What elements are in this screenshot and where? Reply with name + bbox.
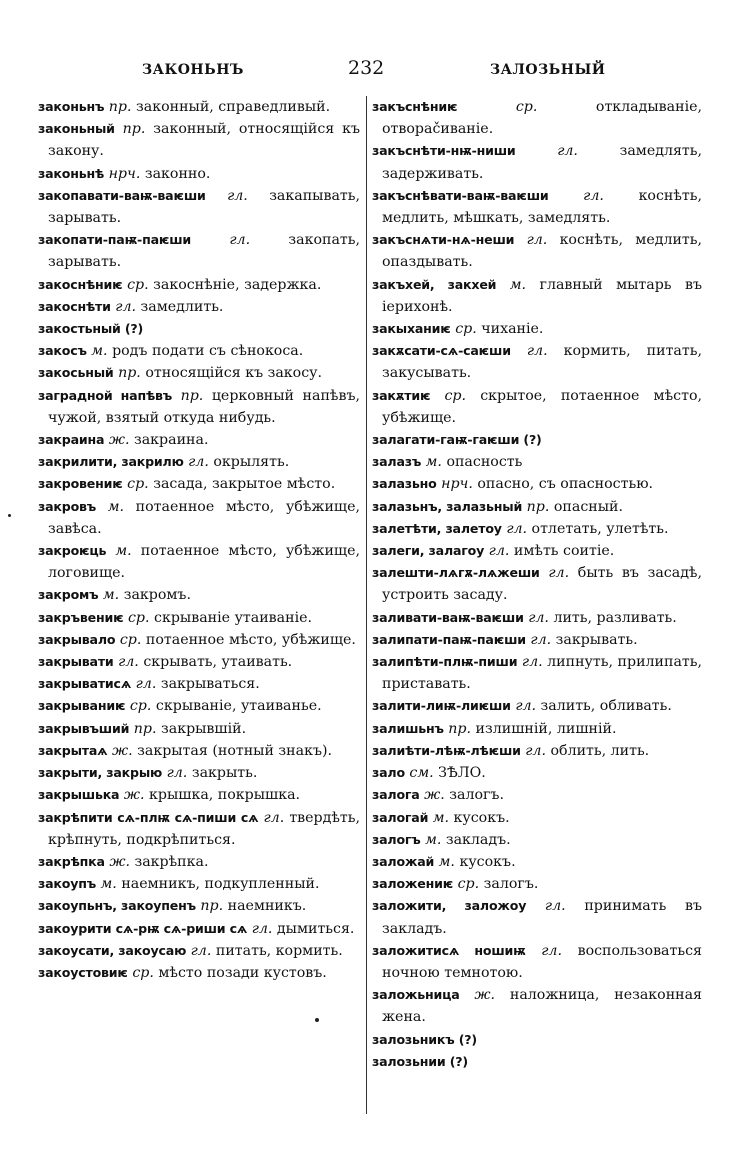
dictionary-entry <box>38 851 360 873</box>
dictionary-entry <box>372 518 702 540</box>
dictionary-entry <box>372 473 702 495</box>
entry-definition: замедлять, задерживать. <box>382 143 703 182</box>
dictionary-entry <box>372 762 702 784</box>
entry-definition: наемникъ. <box>227 898 307 915</box>
entry-headword: закрыватисѧ <box>38 676 132 692</box>
dictionary-entry <box>372 1051 702 1073</box>
entry-definition: замедлить. <box>140 298 224 315</box>
running-head-right: ЗАЛОЗЬНЫЙ <box>490 62 606 78</box>
entry-headword: закоснѣти <box>38 298 111 314</box>
dictionary-entry <box>38 940 360 962</box>
dictionary-entry <box>372 274 702 318</box>
dictionary-entry <box>38 185 360 229</box>
entry-headword: закъхей, закхей <box>372 276 497 292</box>
entry-headword: заложениѥ <box>372 876 454 892</box>
entry-grammar: гл. <box>557 143 578 160</box>
dictionary-entry <box>38 118 360 162</box>
entry-grammar: гл. <box>229 232 251 249</box>
entry-headword: зало <box>372 765 405 781</box>
entry-grammar: гл. <box>528 609 549 626</box>
entry-headword: залогъ <box>372 831 421 847</box>
entry-grammar: гл. <box>135 676 157 693</box>
ink-speck <box>315 1018 319 1022</box>
dictionary-entry <box>38 718 360 740</box>
dictionary-entry <box>38 584 360 606</box>
entry-definition: скрывать, утаивать. <box>143 654 293 671</box>
entry-grammar: м. <box>438 853 455 870</box>
entry-headword: залозьникъ (?) <box>372 1031 477 1047</box>
entry-grammar: пр. <box>200 898 224 915</box>
entry-headword: закъснѣниѥ <box>372 99 458 114</box>
entry-grammar: нрч. <box>441 476 473 493</box>
entry-definition: наложница, незаконная жена. <box>382 987 703 1026</box>
dictionary-entry <box>372 873 702 895</box>
dictionary-entry <box>38 673 360 695</box>
entry-grammar: ж. <box>109 853 130 870</box>
entry-grammar: гл. <box>526 232 548 249</box>
dictionary-entry <box>372 96 702 140</box>
entry-headword: закыханиѥ <box>372 321 451 337</box>
dictionary-entry <box>372 496 702 518</box>
entry-definition: законно. <box>144 165 211 182</box>
entry-definition: крышка, покрышка. <box>149 787 301 804</box>
entry-definition: закрываться. <box>160 676 260 693</box>
dictionary-entry <box>372 784 702 806</box>
entry-grammar: м. <box>102 587 120 604</box>
entry-grammar: ж. <box>474 987 496 1004</box>
entry-definition: скрытое, потаенное мѣсто, убѣжище. <box>382 387 702 426</box>
entry-definition: отлетать, улетѣть. <box>531 520 669 537</box>
entry-grammar: ж. <box>108 432 130 449</box>
entry-grammar: ср. <box>129 698 152 715</box>
entry-definition: откладываніе, отвораčиваніе. <box>382 99 703 138</box>
dictionary-entry <box>372 629 702 651</box>
entry-grammar: гл. <box>525 742 546 759</box>
ink-speck <box>8 514 11 517</box>
entry-grammar: ж. <box>111 742 133 759</box>
dictionary-entry <box>372 851 702 873</box>
entry-definition: скрываніе, утаиванье. <box>155 698 322 715</box>
entry-headword: заложитисѧ ношиѭ <box>372 942 526 958</box>
entry-headword: закрыти, закрыю <box>38 765 163 781</box>
entry-definition: дымиться. <box>276 920 355 937</box>
dictionary-entry <box>38 651 360 673</box>
entry-headword: залеги, залагоу <box>372 543 485 559</box>
entry-definition: залогъ. <box>449 787 504 804</box>
dictionary-entry <box>372 451 702 473</box>
entry-grammar: ср. <box>455 321 477 338</box>
entry-definition: коснѣть, медлить, опаздывать. <box>382 232 703 271</box>
entry-grammar: м. <box>115 543 132 560</box>
entry-headword: закъснѣти-нѭ-ниши <box>372 143 516 159</box>
entry-grammar: гл. <box>521 654 543 671</box>
entry-headword: залазъ <box>372 454 422 470</box>
left-column <box>38 96 360 984</box>
entry-definition: излишній, лишній. <box>475 720 617 737</box>
entry-grammar: ср. <box>457 876 480 893</box>
dictionary-entry <box>38 340 360 362</box>
entry-grammar: гл. <box>188 454 209 471</box>
entry-definition: закладъ. <box>445 831 511 848</box>
entry-headword: закопавати-ваѭ-ваѥши <box>38 187 206 203</box>
entry-grammar: гл. <box>506 520 528 537</box>
dictionary-entry <box>38 96 360 118</box>
entry-headword: закрываниѥ <box>38 698 126 714</box>
entry-grammar: пр. <box>448 720 472 737</box>
entry-definition: ЗѢЛО. <box>438 765 486 782</box>
dictionary-entry <box>372 340 702 384</box>
entry-headword: закосьный <box>38 365 114 381</box>
dictionary-entry <box>372 940 702 984</box>
entry-grammar: м. <box>432 809 449 826</box>
entry-definition: главный мытарь въ іерихонѣ. <box>382 276 702 315</box>
entry-headword: закрытаѧ <box>38 742 108 758</box>
dictionary-entry <box>38 784 360 806</box>
entry-definition: закрыть. <box>191 765 258 782</box>
entry-definition: скрываніе утаиваніе. <box>154 609 313 626</box>
entry-grammar: пр. <box>526 498 550 515</box>
entry-headword: закоурити сѧ-рѭ сѧ-риши сѧ <box>38 920 248 936</box>
entry-headword: залипѣти-плѭ-пиши <box>372 654 518 670</box>
dictionary-entry <box>38 296 360 318</box>
dictionary-entry <box>38 473 360 495</box>
dictionary-entry <box>38 451 360 473</box>
entry-grammar: ср. <box>132 964 154 981</box>
entry-grammar: гл. <box>488 543 510 560</box>
entry-grammar: гл. <box>526 343 548 360</box>
entry-definition: опасность <box>446 454 523 471</box>
entry-headword: закрѣпка <box>38 853 105 869</box>
entry-grammar: ж. <box>123 787 145 804</box>
entry-definition: облить, лить. <box>550 742 650 759</box>
dictionary-entry <box>38 318 360 340</box>
entry-definition: потаенное мѣсто, убѣжище, завѣса. <box>48 498 361 537</box>
dictionary-entry <box>38 895 360 917</box>
entry-grammar: ср. <box>127 476 149 493</box>
entry-definition: лить, разливать. <box>553 609 677 626</box>
entry-definition: чиханіе. <box>481 321 544 338</box>
dictionary-entry <box>38 873 360 895</box>
dictionary-entry <box>372 807 702 829</box>
entry-definition: закапывать, зарывать. <box>48 187 360 227</box>
dictionary-entry <box>38 429 360 451</box>
entry-headword: закроѥць <box>38 543 107 559</box>
dictionary-entry <box>372 385 702 429</box>
entry-headword: закрѣпити сѧ-плѭ сѧ-пиши сѧ <box>38 809 259 825</box>
entry-grammar: гл. <box>541 942 562 959</box>
entry-headword: законьный <box>38 121 115 137</box>
dictionary-entry <box>38 807 360 851</box>
entry-headword: закровениѥ <box>38 476 123 492</box>
entry-headword: залити-лиѭ-лиѥши <box>372 698 511 714</box>
dictionary-entry <box>372 607 702 629</box>
entry-definition: родъ подати съ сѣнокоса. <box>112 343 304 360</box>
dictionary-entry <box>372 140 702 184</box>
column-divider <box>366 96 367 1114</box>
dictionary-entry <box>372 318 702 340</box>
entry-grammar: пр. <box>108 99 132 115</box>
entry-headword: закѫсати-сѧ-саѥши <box>372 343 511 359</box>
entry-definition: питать, кормить. <box>215 942 343 959</box>
entry-definition: кусокъ. <box>453 809 510 826</box>
entry-definition: закраина. <box>133 432 209 449</box>
dictionary-entry <box>38 496 360 540</box>
dictionary-entry <box>38 163 360 185</box>
entry-grammar: гл. <box>251 920 273 937</box>
dictionary-entry <box>372 540 702 562</box>
entry-headword: закровъ <box>38 498 97 514</box>
entry-headword: закостьный (?) <box>38 321 144 337</box>
entry-definition: законный, справедливый. <box>136 99 331 115</box>
dictionary-entry <box>38 695 360 717</box>
dictionary-entry <box>372 562 702 606</box>
entry-grammar: ср. <box>444 387 467 404</box>
entry-grammar: см. <box>409 765 434 782</box>
entry-grammar: м. <box>91 343 108 360</box>
entry-definition: закрытая (нотный знакъ). <box>137 742 333 759</box>
entry-grammar: м. <box>509 276 527 293</box>
dictionary-entry <box>38 918 360 940</box>
entry-grammar: м. <box>107 498 125 515</box>
entry-definition: закопать, зарывать. <box>48 232 361 271</box>
entry-definition: кормить, питать, закусывать. <box>382 343 702 382</box>
entry-grammar: ср. <box>515 99 538 115</box>
entry-grammar: пр. <box>133 720 157 737</box>
dictionary-entry <box>372 695 702 717</box>
entry-headword: залиѣти-лѣѭ-лѣѥши <box>372 742 521 758</box>
entry-definition: относящійся къ закосу. <box>145 365 323 382</box>
entry-definition: наемникъ, подкупленный. <box>121 876 320 893</box>
entry-headword: закрывало <box>38 631 116 647</box>
entry-definition: потаенное мѣсто, убѣжище. <box>145 631 356 648</box>
entry-headword: залогай <box>372 809 429 825</box>
entry-headword: залагати-гаѭ-гаѥши (?) <box>372 432 542 448</box>
entry-definition: закрывшій. <box>161 720 247 737</box>
entry-headword: закъснѧти-нѧ-неши <box>372 232 515 248</box>
dictionary-entry <box>372 1029 702 1051</box>
dictionary-entry <box>38 229 360 273</box>
entry-definition: опасно, съ опасностью. <box>477 476 654 493</box>
entry-grammar: м. <box>100 876 117 893</box>
dictionary-entry <box>372 829 702 851</box>
entry-headword: заложьница <box>372 987 460 1003</box>
entry-definition: закрывать. <box>555 631 638 648</box>
dictionary-entry <box>372 895 702 939</box>
entry-definition: потаенное мѣсто, убѣжище, логовище. <box>48 543 360 582</box>
dictionary-entry <box>372 185 702 229</box>
dictionary-entry <box>38 629 360 651</box>
entry-definition: кусокъ. <box>459 853 516 870</box>
page-number: 232 <box>348 57 385 79</box>
entry-headword: закрышька <box>38 787 120 803</box>
entry-headword: закоусати, закоусаю <box>38 942 187 958</box>
entry-headword: закраина <box>38 432 105 448</box>
entry-definition: липнуть, прилипать, приставать. <box>382 654 702 693</box>
entry-definition: церковный напѣвъ, чужой, взятый откуда нибудь. <box>48 387 360 426</box>
entry-headword: заложай <box>372 853 435 869</box>
entry-headword: закосъ <box>38 343 87 359</box>
dictionary-entry <box>38 540 360 584</box>
entry-definition: засада, закрытое мѣсто. <box>153 476 336 493</box>
entry-definition: закрѣпка. <box>134 853 209 870</box>
entry-headword: закѫтиѥ <box>372 387 431 403</box>
entry-grammar: пр. <box>118 365 141 382</box>
entry-headword: заложити, заложоу <box>372 898 527 914</box>
dictionary-entry <box>38 607 360 629</box>
dictionary-entry <box>38 962 360 984</box>
entry-headword: залазьнъ, залазьный <box>372 498 523 514</box>
entry-grammar: гл. <box>190 942 212 959</box>
entry-headword: закоснѣниѥ <box>38 276 123 292</box>
dictionary-entry <box>372 429 702 451</box>
entry-definition: закоснѣніе, задержка. <box>153 276 322 293</box>
entry-grammar: гл. <box>227 187 248 204</box>
dictionary-entry <box>38 274 360 296</box>
entry-definition: опасный. <box>553 498 623 515</box>
entry-grammar: гл. <box>118 654 139 671</box>
entry-grammar: гл. <box>515 698 537 715</box>
dictionary-entry <box>38 362 360 384</box>
dictionary-entry <box>38 740 360 762</box>
entry-grammar: ср. <box>127 609 150 626</box>
entry-grammar: гл. <box>115 298 137 315</box>
entry-grammar: ср. <box>119 631 142 648</box>
dictionary-entry <box>38 762 360 784</box>
entry-headword: закоустовиѥ <box>38 964 128 980</box>
entry-definition: законный, относящійся къ закону. <box>48 121 360 160</box>
entry-headword: законьнъ <box>38 99 105 114</box>
page-header <box>30 54 703 84</box>
entry-definition: коснѣть, медлить, мѣшкать, замедлять. <box>382 187 703 227</box>
entry-definition: воспользоваться ночною темнотою. <box>382 942 702 981</box>
entry-grammar: гл. <box>544 898 566 915</box>
right-column <box>372 96 702 1073</box>
entry-headword: залазьно <box>372 476 437 492</box>
entry-grammar: гл. <box>263 809 285 826</box>
entry-headword: закромъ <box>38 587 99 603</box>
entry-grammar: ж. <box>424 787 445 804</box>
entry-definition: твердѣть, крѣпнуть, подкрѣпиться. <box>48 809 361 848</box>
entry-grammar: м. <box>425 831 442 848</box>
entry-definition: окрылять. <box>213 454 290 471</box>
entry-headword: залипати-паѭ-паѥши <box>372 631 526 647</box>
entry-headword: закрилити, закрилю <box>38 454 184 470</box>
entry-definition: закромъ. <box>123 587 191 604</box>
entry-headword: закопати-паѭ-паѥши <box>38 232 192 248</box>
entry-grammar: ср. <box>127 276 149 293</box>
entry-grammar: пр. <box>122 121 146 138</box>
entry-grammar: гл. <box>166 765 188 782</box>
entry-headword: закоупьнъ, закоупенъ <box>38 898 196 914</box>
entry-headword: залишьнъ <box>372 720 444 736</box>
entry-headword: закрывъший <box>38 720 130 736</box>
entry-grammar: гл. <box>548 565 570 582</box>
entry-grammar: м. <box>425 454 442 471</box>
entry-definition: мѣсто позади кустовъ. <box>158 964 327 981</box>
dictionary-entry <box>372 984 702 1028</box>
entry-definition: имѣть соитіе. <box>513 543 615 560</box>
entry-headword: залога <box>372 787 420 803</box>
dictionary-entry <box>38 385 360 429</box>
dictionary-entry <box>372 229 702 273</box>
entry-grammar: пр. <box>180 387 204 404</box>
dictionary-entry <box>372 651 702 695</box>
entry-headword: залешти-лѧгѫ-лѧжеши <box>372 565 540 581</box>
entry-headword: залозьнии (?) <box>372 1053 468 1069</box>
entry-definition: залить, обливать. <box>540 698 672 715</box>
entry-headword: закоупъ <box>38 876 96 892</box>
entry-grammar: нрч. <box>108 165 141 182</box>
entry-definition: залогъ. <box>483 876 539 893</box>
entry-headword: заградной напѣвъ <box>38 387 173 403</box>
entry-headword: закръвениѥ <box>38 609 124 625</box>
entry-headword: закрывати <box>38 654 114 670</box>
entry-definition: принимать въ закладъ. <box>382 898 703 937</box>
dictionary-entry <box>372 740 702 762</box>
entry-grammar: гл. <box>583 187 604 204</box>
dictionary-entry <box>372 718 702 740</box>
entry-headword: залетѣти, залетоу <box>372 520 502 536</box>
entry-headword: заливати-ваѭ-ваѥши <box>372 609 524 625</box>
entry-headword: законьнѣ <box>38 165 105 181</box>
running-head-left: ЗАКОНЬНЪ <box>142 62 244 78</box>
entry-headword: закъснѣвати-ваѭ-ваѥши <box>372 187 549 203</box>
entry-definition: быть въ засадѣ, устроить засаду. <box>382 565 702 604</box>
entry-grammar: гл. <box>530 631 552 648</box>
